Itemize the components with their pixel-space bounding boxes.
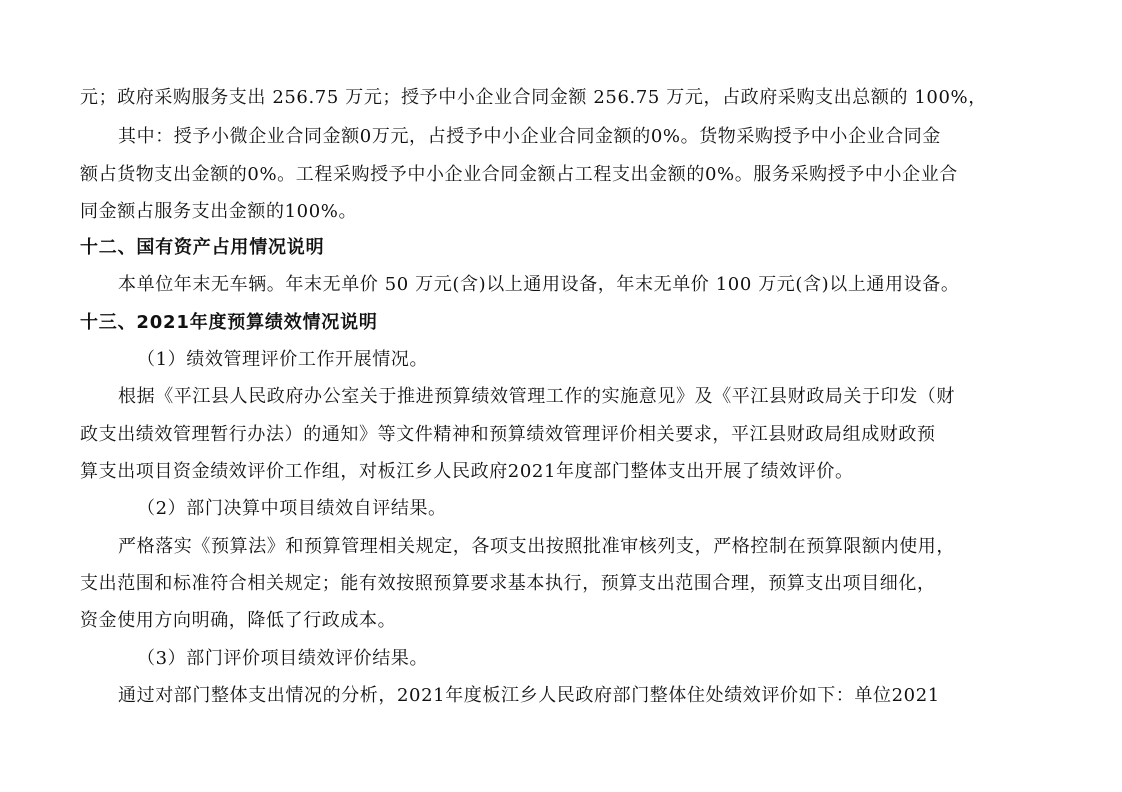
- section-heading-13: 十三、2021年度预算绩效情况说明: [80, 312, 378, 333]
- subsection-heading: （1）绩效管理评价工作开展情况。: [137, 349, 429, 370]
- section-heading-12: 十二、国有资产占用情况说明: [80, 237, 325, 258]
- paragraph-line: 算支出项目资金绩效评价工作组，对板江乡人民政府2021年度部门整体支出开展了绩效评价。: [80, 461, 854, 482]
- paragraph-line: 资金使用方向明确，降低了行政成本。: [80, 610, 397, 631]
- subsection-heading: （2）部门决算中项目绩效自评结果。: [137, 498, 447, 519]
- paragraph-line: 严格落实《预算法》和预算管理相关规定，各项支出按照批准审核列支，严格控制在预算限额内使用，: [118, 536, 955, 557]
- subsection-heading: （3）部门评价项目绩效评价结果。: [137, 648, 429, 669]
- paragraph-line: 元；政府采购服务支出 256.75 万元；授予中小企业合同金额 256.75 万元，占政府采购支出总额的 100%，: [80, 87, 987, 108]
- paragraph-line: 同金额占服务支出金额的100%。: [80, 201, 358, 222]
- paragraph-line: 本单位年末无车辆。年末无单价 50 万元(含)以上通用设备，年末无单价 100 万元(含)以上通用设备。: [118, 274, 960, 295]
- paragraph-line: 其中：授予小微企业合同金额0万元，占授予中小企业合同金额的0%。货物采购授予中小企业合同金: [118, 126, 942, 147]
- paragraph-line: 根据《平江县人民政府办公室关于推进预算绩效管理工作的实施意见》及《平江县财政局关于印发（财: [118, 386, 955, 407]
- paragraph-line: 额占货物支出金额的0%。工程采购授予中小企业合同金额占工程支出金额的0%。服务采购授予中小企业合: [80, 164, 958, 185]
- paragraph-line: 政支出绩效管理暂行办法）的通知》等文件精神和预算绩效管理评价相关要求，平江县财政局组成财政预: [80, 424, 936, 445]
- paragraph-line: 支出范围和标准符合相关规定；能有效按照预算要求基本执行，预算支出范围合理，预算支出项目细化，: [80, 573, 936, 594]
- paragraph-line: 通过对部门整体支出情况的分析，2021年度板江乡人民政府部门整体住处绩效评价如下：单位2021: [118, 685, 940, 706]
